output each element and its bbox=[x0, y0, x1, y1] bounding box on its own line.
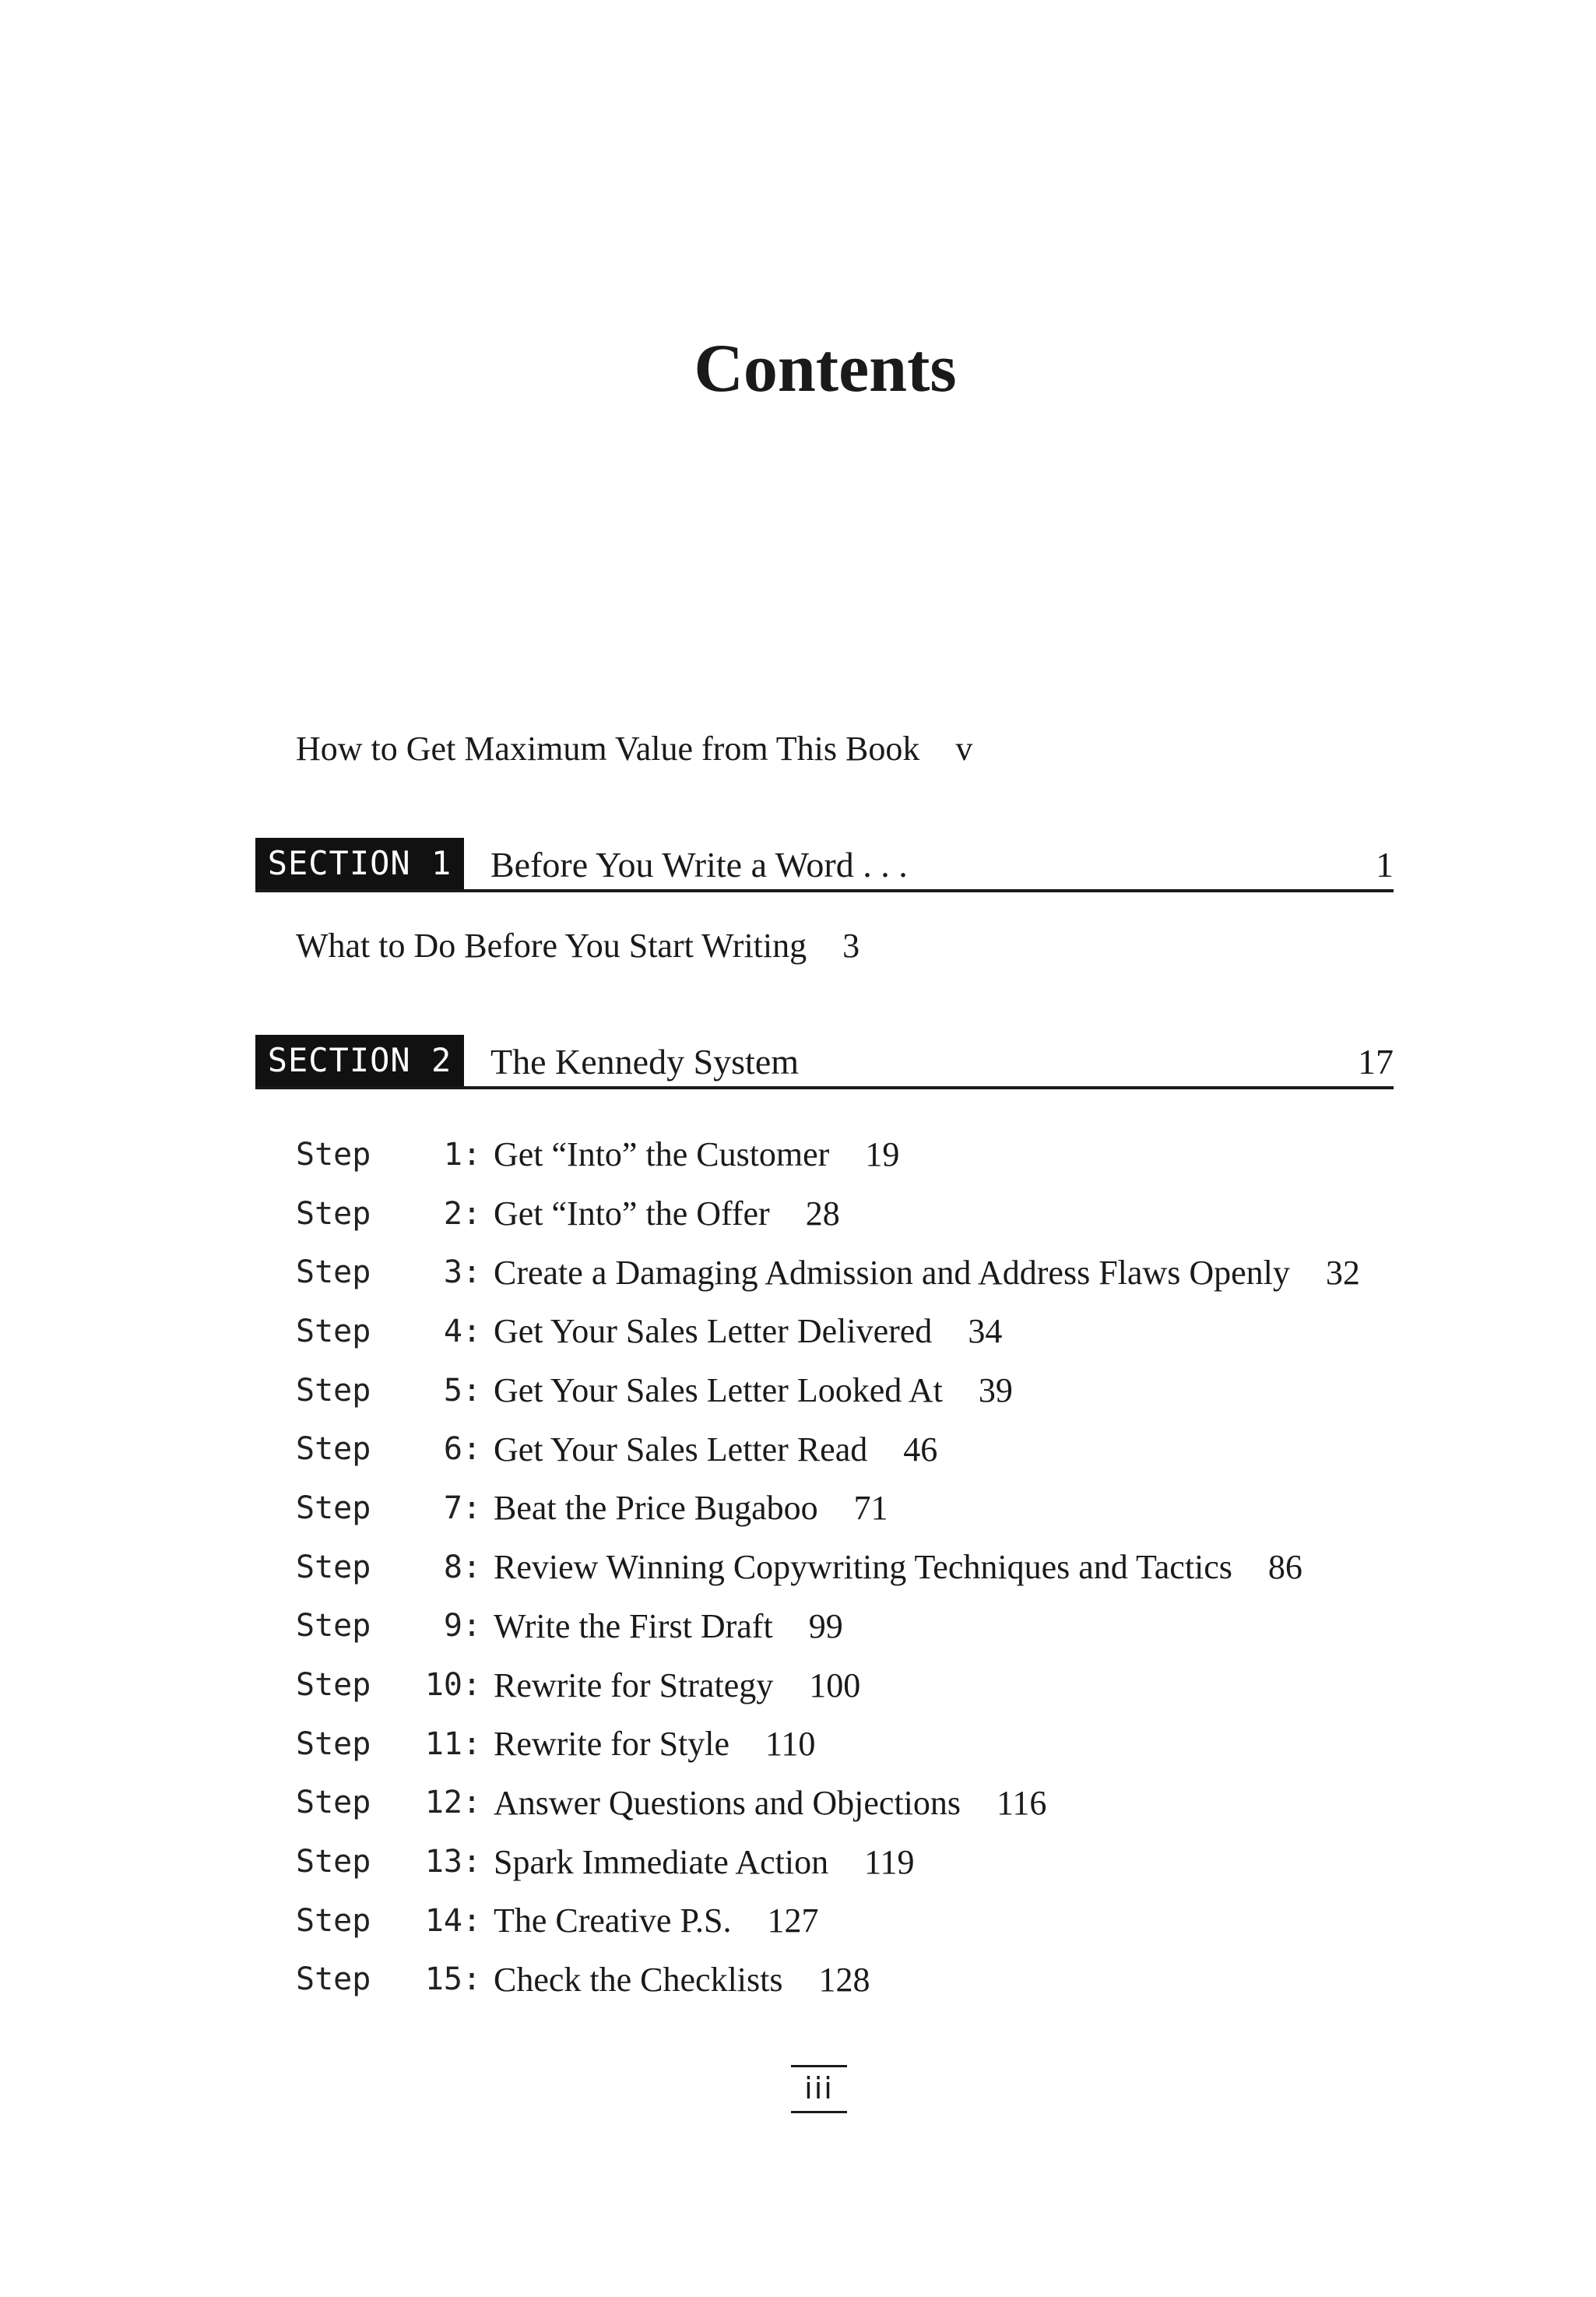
step-entry[interactable]: Step 7 : Beat the Price Bugaboo 71 bbox=[296, 1489, 888, 1528]
step-prefix: Step bbox=[296, 1490, 371, 1526]
step-page: 32 bbox=[1325, 1253, 1360, 1292]
step-title: Check the Checklists bbox=[494, 1960, 783, 1999]
page-number: iii bbox=[791, 2065, 847, 2113]
step-entry[interactable]: Step 13 : Spark Immediate Action 119 bbox=[296, 1842, 915, 1881]
step-entry[interactable]: Step 12 : Answer Questions and Objections 116 bbox=[296, 1783, 1047, 1822]
step-number: 15 bbox=[424, 1961, 462, 1998]
step-title: Get “Into” the Offer bbox=[494, 1194, 770, 1233]
step-prefix: Step bbox=[296, 1608, 371, 1644]
step-prefix: Step bbox=[296, 1667, 371, 1704]
step-page: 128 bbox=[818, 1960, 870, 1999]
step-title: Review Winning Copywriting Techniques and Tactics bbox=[494, 1548, 1232, 1587]
step-title: The Creative P.S. bbox=[494, 1901, 732, 1940]
step-list bbox=[296, 1125, 1360, 2009]
step-title: Beat the Price Bugaboo bbox=[494, 1489, 818, 1528]
step-page: 110 bbox=[765, 1725, 816, 1764]
step-page: 34 bbox=[968, 1312, 1003, 1351]
step-prefix: Step bbox=[296, 1725, 371, 1762]
section-1-page: 1 bbox=[1376, 845, 1394, 885]
step-page: 71 bbox=[853, 1489, 888, 1528]
step-title: Create a Damaging Admission and Address Flaws Openly bbox=[494, 1253, 1290, 1292]
step-page: 46 bbox=[903, 1430, 938, 1469]
step-title: Get Your Sales Letter Read bbox=[494, 1430, 868, 1469]
step-title: Answer Questions and Objections bbox=[494, 1783, 961, 1822]
step-number: 11 bbox=[424, 1725, 462, 1762]
step-prefix: Step bbox=[296, 1372, 371, 1409]
step-number: 8 bbox=[443, 1549, 462, 1585]
step-number: 7 bbox=[443, 1490, 462, 1526]
section-2-header[interactable] bbox=[255, 1035, 1394, 1089]
section-2-badge: SECTION 2 bbox=[255, 1035, 464, 1086]
section-1-badge: SECTION 1 bbox=[255, 838, 464, 889]
page-title: Contents bbox=[694, 331, 957, 406]
step-number: 9 bbox=[443, 1608, 462, 1644]
step-page: 127 bbox=[767, 1901, 819, 1940]
step-page: 116 bbox=[997, 1783, 1047, 1822]
step-page: 119 bbox=[864, 1842, 915, 1881]
step-number: 4 bbox=[443, 1313, 462, 1349]
step-entry[interactable]: Step 11 : Rewrite for Style 110 bbox=[296, 1725, 816, 1764]
step-page: 100 bbox=[809, 1666, 861, 1704]
step-prefix: Step bbox=[296, 1785, 371, 1821]
step-title: Rewrite for Style bbox=[494, 1725, 730, 1764]
step-entry[interactable]: Step 10 : Rewrite for Strategy 100 bbox=[296, 1666, 861, 1704]
step-entry[interactable]: Step 15 : Check the Checklists 128 bbox=[296, 1960, 870, 1999]
step-prefix: Step bbox=[296, 1431, 371, 1468]
step-entry[interactable]: Step 1 : Get “Into” the Customer 19 bbox=[296, 1135, 900, 1174]
step-number: 10 bbox=[424, 1667, 462, 1704]
step-title: Rewrite for Strategy bbox=[494, 1666, 774, 1704]
step-title: Spark Immediate Action bbox=[494, 1842, 829, 1881]
step-prefix: Step bbox=[296, 1313, 371, 1349]
step-page: 28 bbox=[805, 1194, 840, 1233]
toc-entry-label: What to Do Before You Start Writing bbox=[296, 927, 807, 965]
step-title: Get Your Sales Letter Looked At bbox=[494, 1371, 943, 1410]
section-1-header[interactable] bbox=[255, 838, 1394, 892]
toc-entry-front-matter[interactable] bbox=[296, 732, 972, 766]
step-prefix: Step bbox=[296, 1961, 371, 1998]
step-number: 12 bbox=[424, 1785, 462, 1821]
step-prefix: Step bbox=[296, 1549, 371, 1585]
section-2-page: 17 bbox=[1358, 1042, 1394, 1082]
step-title: Get Your Sales Letter Delivered bbox=[494, 1312, 933, 1351]
step-prefix: Step bbox=[296, 1254, 371, 1291]
step-title: Write the First Draft bbox=[494, 1606, 773, 1645]
step-entry[interactable]: Step 3 : Create a Damaging Admission and Address Flaws Openly 32 bbox=[296, 1253, 1360, 1292]
toc-entry-section-1[interactable] bbox=[296, 929, 860, 963]
step-page: 99 bbox=[808, 1606, 843, 1645]
toc-entry-page: 3 bbox=[842, 927, 860, 965]
step-prefix: Step bbox=[296, 1902, 371, 1939]
step-number: 2 bbox=[443, 1195, 462, 1232]
step-title: Get “Into” the Customer bbox=[494, 1135, 830, 1174]
step-prefix: Step bbox=[296, 1844, 371, 1880]
step-number: 6 bbox=[443, 1431, 462, 1468]
step-number: 13 bbox=[424, 1844, 462, 1880]
step-entry[interactable]: Step 2 : Get “Into” the Offer 28 bbox=[296, 1194, 840, 1233]
step-number: 1 bbox=[443, 1136, 462, 1173]
step-entry[interactable]: Step 8 : Review Winning Copywriting Techniques and Tactics 86 bbox=[296, 1548, 1302, 1587]
step-entry[interactable]: Step 5 : Get Your Sales Letter Looked At 39 bbox=[296, 1371, 1013, 1410]
toc-entry-page: v bbox=[955, 730, 973, 768]
step-prefix: Step bbox=[296, 1195, 371, 1232]
section-2-title: The Kennedy System bbox=[490, 1042, 800, 1082]
step-page: 39 bbox=[978, 1371, 1013, 1410]
step-prefix: Step bbox=[296, 1136, 371, 1173]
step-number: 14 bbox=[424, 1902, 462, 1939]
step-page: 86 bbox=[1267, 1548, 1302, 1587]
step-number: 5 bbox=[443, 1372, 462, 1409]
step-entry[interactable]: Step 14 : The Creative P.S. 127 bbox=[296, 1901, 819, 1940]
toc-entry-label: How to Get Maximum Value from This Book bbox=[296, 730, 920, 768]
step-entry[interactable]: Step 9 : Write the First Draft 99 bbox=[296, 1606, 843, 1645]
step-entry[interactable]: Step 6 : Get Your Sales Letter Read 46 bbox=[296, 1430, 938, 1469]
step-page: 19 bbox=[865, 1135, 900, 1174]
step-number: 3 bbox=[443, 1254, 462, 1291]
step-entry[interactable]: Step 4 : Get Your Sales Letter Delivered 34 bbox=[296, 1312, 1003, 1351]
section-1-title: Before You Write a Word . . . bbox=[490, 845, 908, 885]
